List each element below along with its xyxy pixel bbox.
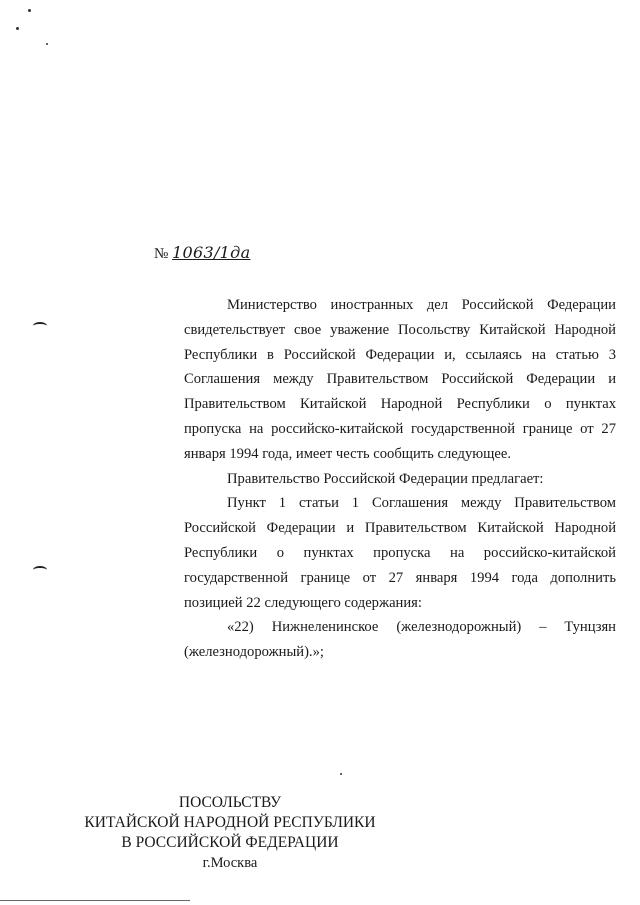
note-body [184, 293, 616, 665]
punch-hole-mark [33, 566, 47, 574]
document-number [154, 243, 250, 263]
scan-speck [28, 9, 31, 12]
paragraph-proposal: Правительство Российской Федерации предлагает: [227, 470, 544, 487]
scan-speck [16, 27, 19, 30]
addressee-block [80, 793, 380, 873]
addressee-line-2: КИТАЙСКОЙ НАРОДНОЙ РЕСПУБЛИКИ [84, 814, 376, 831]
footer-rule [0, 900, 190, 901]
addressee-line-1: ПОСОЛЬСТВУ [178, 794, 282, 811]
addressee-line-3: В РОССИЙСКОЙ ФЕДЕРАЦИИ [121, 834, 339, 851]
addressee-city: г.Москва [202, 855, 258, 871]
number-handwritten: 1063/1да [172, 243, 251, 262]
number-prefix: № [154, 246, 169, 262]
paragraph-amendment: Пункт 1 статьи 1 Соглашения между Правительством Российской Федерации и Правительством Китайской Народной Республики о пунктах пропуска на российско-китайской государственной границе от 27 января 1994 года дополнить позицией 22 следующего содержания: [184, 495, 616, 611]
scan-speck [46, 43, 48, 45]
scan-speck [340, 773, 342, 775]
paragraph-position-22: «22) Нижнеленинское (железнодорожный) – Тунцзян (железнодорожный).»; [184, 619, 616, 661]
punch-hole-mark [33, 322, 47, 330]
paragraph-intro: Министерство иностранных дел Российской Федерации свидетельствует свое уважение Посольству Китайской Народной Республики в Российской Федерации и, ссылаясь на статью 3 Соглашения между Правительством Российской Федерации и Правительством Китайской Народной Республики о пунктах пропуска на российско-китайской государственной границе от 27 января 1994 года, имеет честь сообщить следующее. [184, 297, 616, 462]
